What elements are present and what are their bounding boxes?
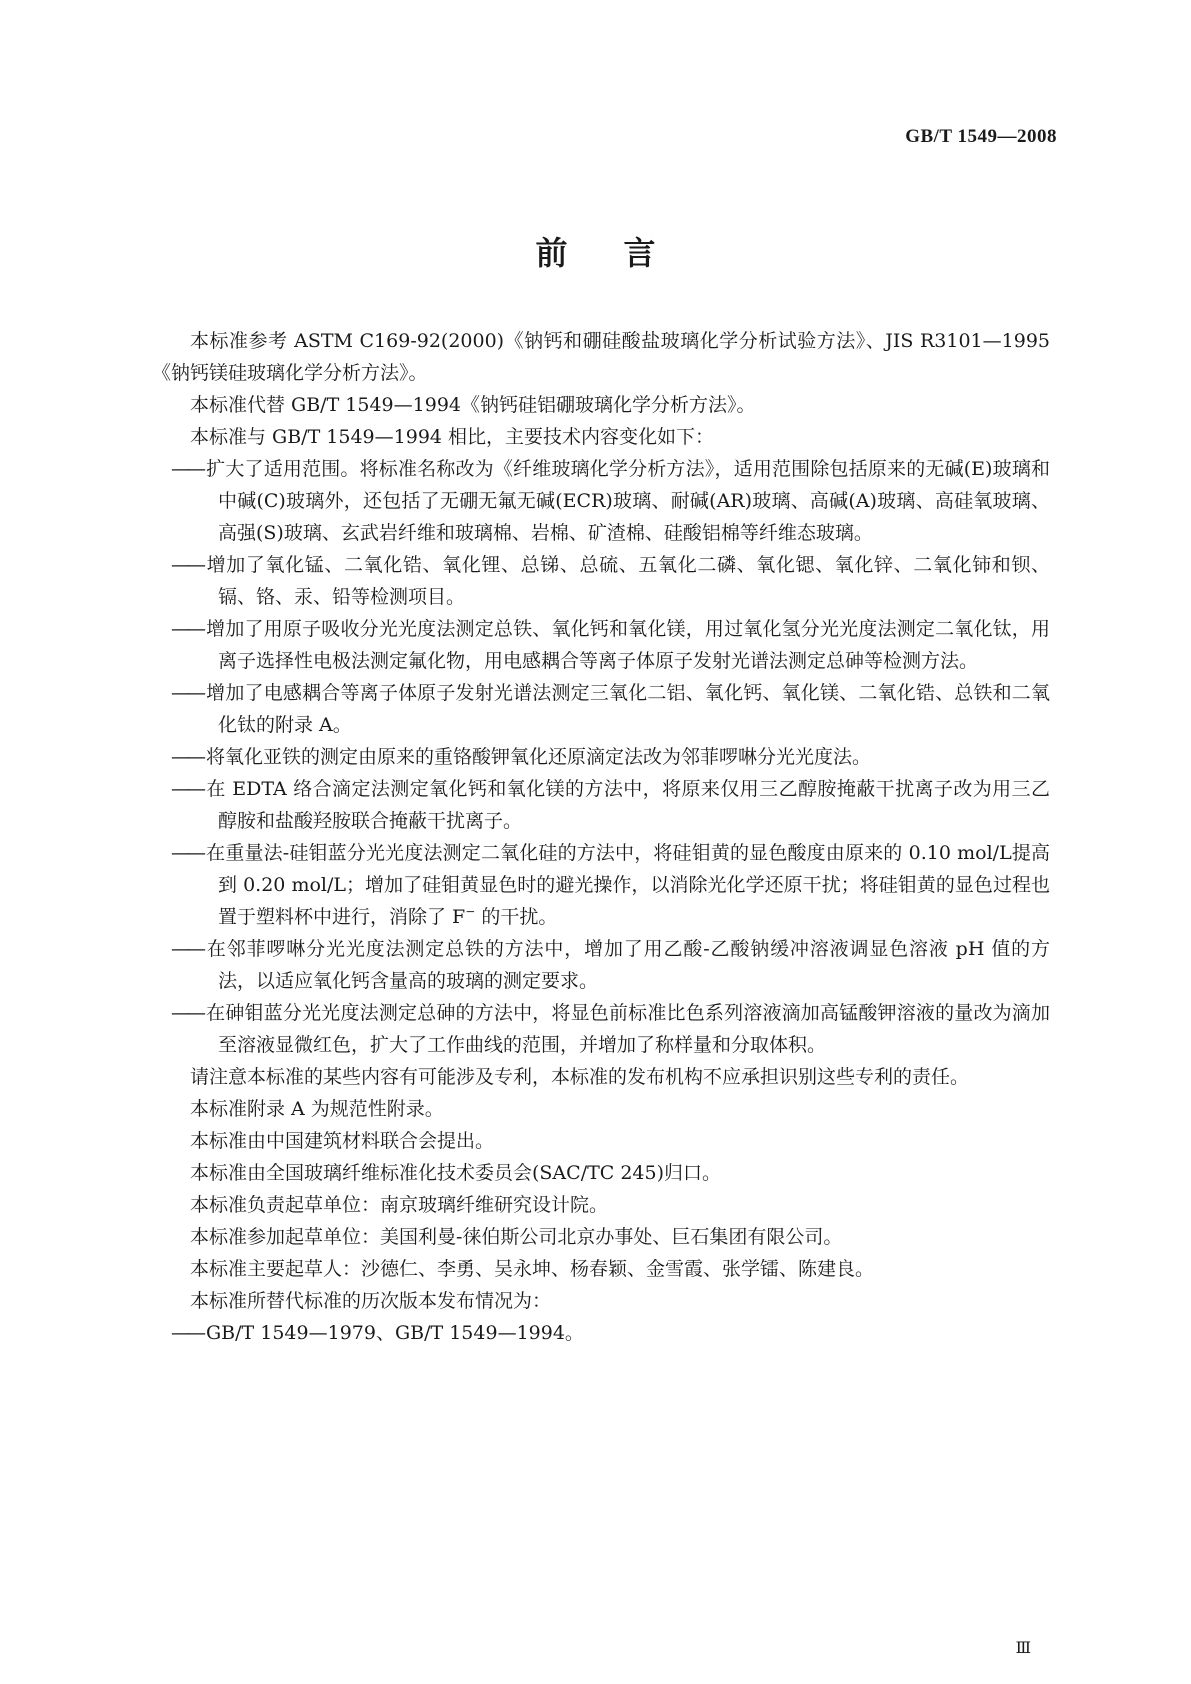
change-item-total-iron: —— 在邻菲啰啉分光光度法测定总铁的方法中，增加了用乙酸-乙酸钠缓冲溶液调显色溶液 pH 值的方法，以适应氧化钙含量高的玻璃的测定要求。 [152, 933, 1050, 997]
paragraph-drafting-unit: 本标准负责起草单位：南京玻璃纤维研究设计院。 [190, 1194, 609, 1216]
change-item-silica [152, 837, 1050, 933]
paragraph-reference: 本标准参考 ASTM C169-92(2000)《钠钙和硼硅酸盐玻璃化学分析试验方法》、JIS R3101—1995《钠钙镁硅玻璃化学分析方法》。 [152, 330, 1050, 384]
paragraph-main-drafters: 本标准主要起草人：沙德仁、李勇、吴永坤、杨春颖、金雪霞、张学镭、陈建良。 [190, 1258, 875, 1280]
change-item-test-items: —— 增加了氧化锰、二氧化锆、氧化锂、总锑、总硫、五氧化二磷、氧化锶、氧化锌、二氧化铈和钡、镉、铬、汞、铅等检测项目。 [152, 549, 1050, 613]
paragraph-patent-notice: 请注意本标准的某些内容有可能涉及专利，本标准的发布机构不应承担识别这些专利的责任。 [190, 1066, 970, 1088]
paragraph-supersedes: 本标准代替 GB/T 1549—1994《钠钙硅铝硼玻璃化学分析方法》。 [190, 394, 756, 416]
change-item-methods: —— 增加了用原子吸收分光光度法测定总铁、氧化钙和氧化镁，用过氧化氢分光光度法测定二氧化钛，用离子选择性电极法测定氟化物，用电感耦合等离子体原子发射光谱法测定总砷等检测方法。 [152, 613, 1050, 677]
change-item-annex-a: —— 增加了电感耦合等离子体原子发射光谱法测定三氧化二铝、氧化钙、氧化镁、二氧化锆、总铁和二氧化钛的附录 A。 [152, 677, 1050, 741]
paragraph-proposed-by: 本标准由中国建筑材料联合会提出。 [190, 1130, 495, 1152]
paragraph-history-intro: 本标准所替代标准的历次版本发布情况为： [190, 1290, 552, 1312]
history-versions: —— GB/T 1549—1979、GB/T 1549—1994。 [152, 1317, 1050, 1349]
paragraph-participating-units: 本标准参加起草单位：美国利曼-徕伯斯公司北京办事处、巨石集团有限公司。 [190, 1226, 843, 1248]
page-number: Ⅲ [1015, 1640, 1031, 1657]
page-title: 前言 [535, 234, 712, 272]
document-body [152, 325, 1050, 1349]
change-item-scope: —— 扩大了适用范围。将标准名称改为《纤维玻璃化学分析方法》，适用范围除包括原来的无碱(E)玻璃和中碱(C)玻璃外，还包括了无硼无氟无碱(ECR)玻璃、耐碱(AR)玻璃、高碱(A)玻璃、高硅氧玻璃、高强(S)玻璃、玄武岩纤维和玻璃棉、岩棉、矿渣棉、硅酸铝棉等纤维态玻璃。 [152, 453, 1050, 549]
change-item-ferrous-oxide: —— 将氧化亚铁的测定由原来的重铬酸钾氧化还原滴定法改为邻菲啰啉分光光度法。 [152, 741, 1050, 773]
change-item-silica-tail: 的干扰。 [475, 906, 558, 928]
change-item-edta: —— 在 EDTA 络合滴定法测定氧化钙和氧化镁的方法中，将原来仅用三乙醇胺掩蔽干扰离子改为用三乙醇胺和盐酸羟胺联合掩蔽干扰离子。 [152, 773, 1050, 837]
paragraph-centralized-by: 本标准由全国玻璃纤维标准化技术委员会(SAC/TC 245)归口。 [190, 1162, 722, 1184]
standard-number: GB/T 1549—2008 [905, 126, 1057, 147]
paragraph-annex-normative: 本标准附录 A 为规范性附录。 [190, 1098, 444, 1120]
superscript-minus: − [465, 904, 476, 919]
change-item-silica-text: 在重量法-硅钼蓝分光光度法测定二氧化硅的方法中，将硅钼黄的显色酸度由原来的 0.10 mol/L提高到 0.20 mol/L；增加了硅钼黄显色时的避光操作，以消除光化学还原干扰；将硅钼黄的显色过程也置于塑料杯中进行，消除了 F [206, 842, 1050, 928]
paragraph-changes-intro: 本标准与 GB/T 1549—1994 相比，主要技术内容变化如下： [190, 426, 715, 448]
change-item-total-arsenic: —— 在砷钼蓝分光光度法测定总砷的方法中，将显色前标准比色系列溶液滴加高锰酸钾溶液的量改为滴加至溶液显微红色，扩大了工作曲线的范围，并增加了称样量和分取体积。 [152, 997, 1050, 1061]
